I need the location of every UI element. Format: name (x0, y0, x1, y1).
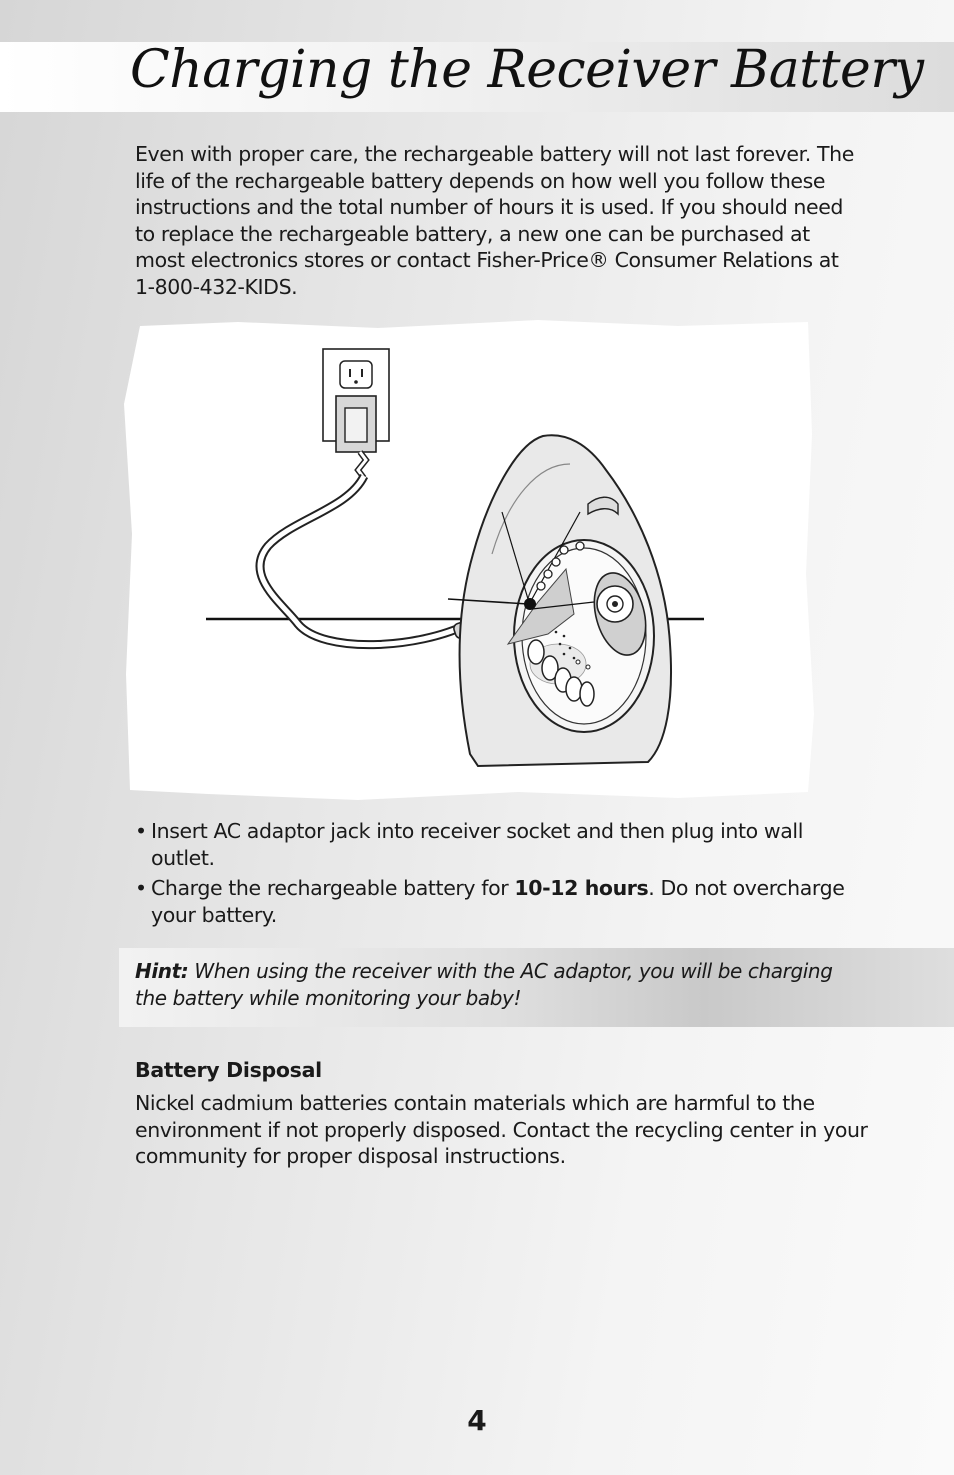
bullet-text-tail: . Do not overcharge your battery. (151, 876, 845, 927)
bullet-marker: • (135, 819, 147, 843)
intro-paragraph: Even with proper care, the rechargeable battery will not last forever. The life of the rechargeable battery depends on how well you follow these instructions and the total number of hours it is used. If you should need to replace the rechargeable battery, a new one can be purchased at most electronics stores or contact Fisher-Price® Consumer Relations at 1-800-432-KIDS. (135, 142, 854, 299)
page-title: Charging the Receiver Battery (130, 40, 924, 100)
hint-text (135, 958, 855, 1012)
list-item (135, 818, 865, 871)
bullet-marker: • (135, 876, 147, 900)
hint-label: Hint: (135, 959, 189, 983)
hint-box (119, 948, 954, 1027)
hint-body: When using the receiver with the AC adaptor, you will be charging the battery while monitoring your baby! (135, 959, 833, 1010)
section-heading-battery-disposal: Battery Disposal (135, 1058, 322, 1082)
bullet-text: Insert AC adaptor jack into receiver socket and then plug into wall outlet. (151, 819, 804, 870)
charging-illustration (118, 314, 818, 804)
list-item (135, 875, 865, 928)
instruction-list (135, 818, 865, 932)
bullet-text-lead: Charge the rechargeable battery for (151, 876, 515, 900)
battery-disposal-paragraph: Nickel cadmium batteries contain materials which are harmful to the environment if not properly disposed. Contact the recycling center in your community for proper disposal instructions. (135, 1091, 868, 1168)
charge-duration: 10-12 hours (514, 876, 649, 900)
page-number: 4 (467, 1404, 487, 1437)
